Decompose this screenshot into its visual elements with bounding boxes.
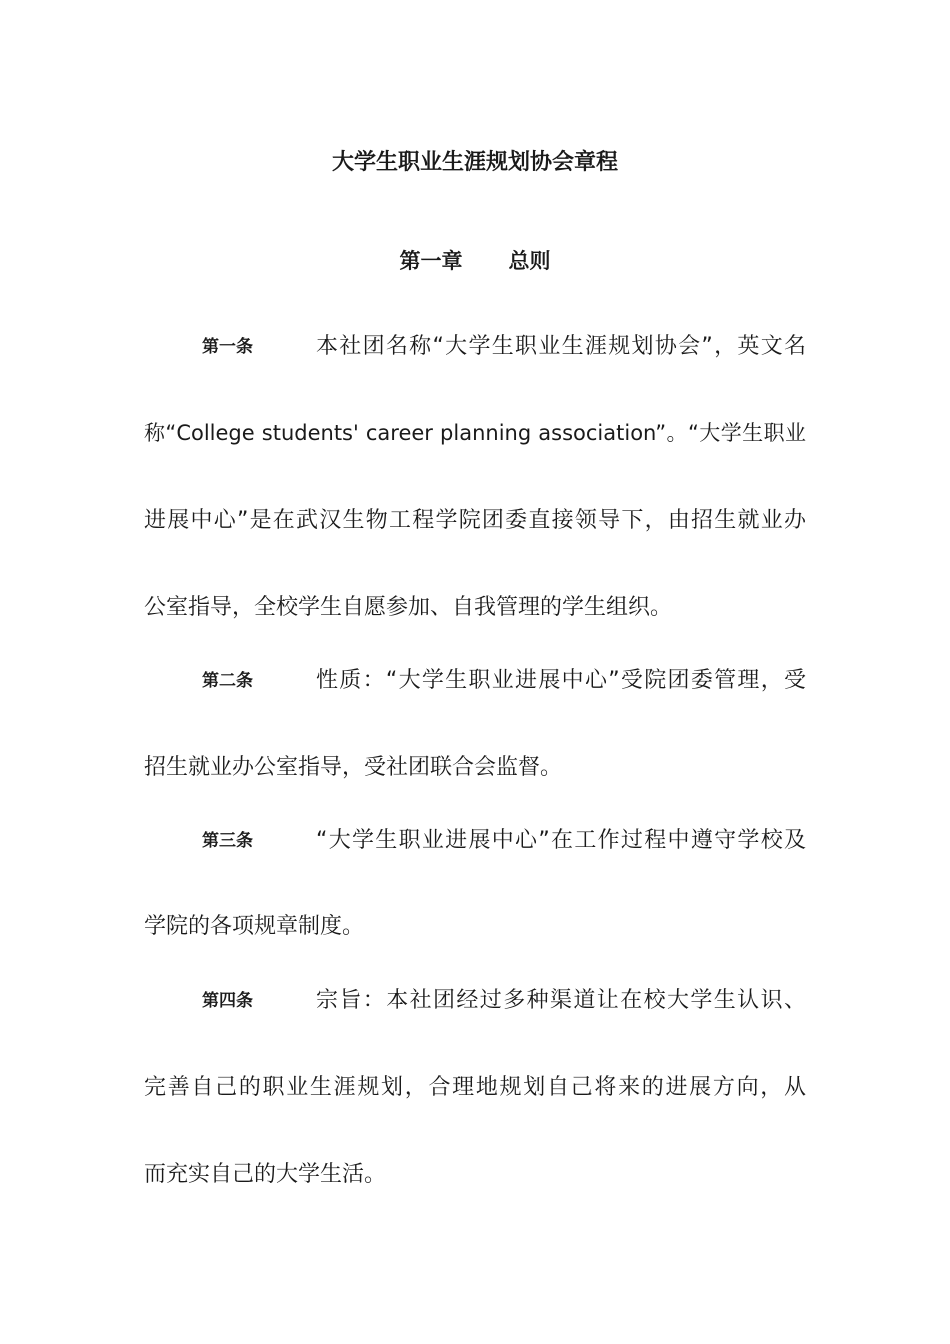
article-line: 宗旨：本社团经过多种渠道让在校大学生认识、: [316, 988, 806, 1013]
article-line: 学院的各项规章制度。: [144, 914, 365, 939]
article-line: 而充实自己的大学生活。: [144, 1162, 387, 1187]
chapter-heading: [0, 244, 950, 278]
article-label: 第三条: [202, 831, 253, 851]
article-line: 称“College students' career planning association”。“大学生职业: [144, 421, 806, 445]
article-line: 公室指导，全校学生自愿参加、自我管理的学生组织。: [144, 595, 673, 620]
article-label: 第一条: [202, 337, 253, 357]
chapter-name: 总则: [508, 249, 551, 273]
article-label: 第二条: [202, 671, 253, 691]
article-line: 进展中心”是在武汉生物工程学院团委直接领导下，由招生就业办: [144, 508, 806, 533]
article-line: 完善自己的职业生涯规划，合理地规划自己将来的进展方向，从: [144, 1075, 806, 1100]
article-line: “大学生职业进展中心”在工作过程中遵守学校及: [316, 828, 806, 853]
article-line: 性质：“大学生职业进展中心”受院团委管理，受: [316, 668, 806, 693]
article-line: 招生就业办公室指导，受社团联合会监督。: [144, 755, 563, 780]
document-title: 大学生职业生涯规划协会章程: [331, 150, 618, 175]
chapter-number: 第一章: [399, 249, 463, 273]
article-line: 本社团名称“大学生职业生涯规划协会”，英文名: [316, 334, 806, 359]
article-label: 第四条: [202, 991, 253, 1011]
